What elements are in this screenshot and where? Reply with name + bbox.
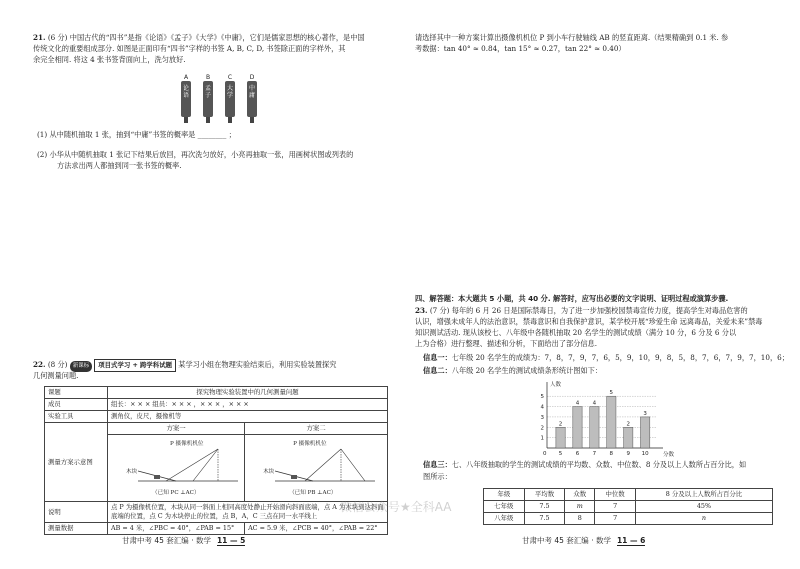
q21-number: 21. — [33, 33, 46, 42]
table-cell: 7 — [595, 501, 636, 513]
y-tick-label: 5 — [540, 394, 544, 401]
bookmark-figure — [181, 74, 271, 124]
bookmark-text: 论语 — [182, 85, 189, 99]
plan2-diagram — [245, 435, 388, 502]
bar-value-label: 2 — [626, 421, 630, 428]
table-cell: AC = 5.9 米，∠PCB = 40°，∠PAB = 22° — [245, 523, 388, 535]
q21-line2: 传统文化的重要组成部分. 如图是正面印有“四书”字样的书签 A, B, C, D, 书签除正面的字样外，其 — [33, 44, 346, 53]
block-label: 木块 — [126, 469, 138, 475]
bar-value-label: 3 — [643, 410, 647, 417]
plan1-diagram — [108, 435, 245, 502]
y-axis-label: 人数 — [550, 382, 562, 388]
table-cell: 说明 — [45, 502, 108, 523]
bar — [624, 427, 633, 448]
q23-info3-line2: 图所示： — [423, 472, 452, 481]
table-cell: 七年级 — [484, 501, 525, 513]
bar — [641, 417, 650, 448]
q23-line4: 上为合格）进行整理、描述和分析，下面给出了部分信息. — [415, 339, 597, 348]
question-type-tag: 项目式学习 + 跨学科试题 — [94, 359, 176, 372]
section-4-heading: 四、解答题：本大题共 5 小题，共 40 分. 解答时，应写出必要的文字说明、证明过程或演算步骤. — [415, 294, 729, 303]
table-header: 8 分及以上人数所占百分比 — [635, 489, 772, 501]
q21-part2-line2: 方法求出两人都抽到同一张书签的概率. — [57, 161, 182, 170]
table-cell: 测量方案示意图 — [45, 423, 108, 502]
table-cell: 7.5 — [524, 513, 565, 525]
x-tick-label: 5 — [558, 451, 563, 457]
table-row — [484, 513, 773, 525]
info3-label: 信息三： — [423, 460, 452, 469]
table-cell: 7 — [595, 513, 636, 525]
x-tick-label: 7 — [592, 451, 597, 457]
watermark: 微信公众号★全科AA — [340, 500, 452, 514]
new-curriculum-badge: 新课标 — [70, 361, 93, 372]
q23-line2: 认识，增强未成年人的法治意识，禁毒意识和自我保护意识，某学校开展“珍爱生命 远离毒品，关爱未来”禁毒 — [415, 317, 763, 326]
bookmark-text: 中庸 — [248, 85, 255, 99]
q23-number: 23. — [415, 306, 428, 315]
table-row — [45, 411, 388, 423]
table-cell: 方案二 — [245, 423, 388, 435]
bookmark-text: 孟子 — [204, 85, 211, 99]
info2-text: 八年级 20 名学生的测试成绩条形统计图如下： — [451, 366, 603, 375]
bookmark-text: 大学 — [226, 85, 233, 99]
plan2-condition: （已知 PB ⊥AC） — [289, 490, 337, 496]
table-header-row — [484, 489, 773, 501]
q23-text-1: (7 分) 每年的 6 月 26 日是国际禁毒日，为了进一步加强校园禁毒宣传力度，提高学生对毒品危害的 — [429, 306, 748, 315]
x-tick-label: 6 — [575, 451, 580, 457]
bar — [590, 407, 599, 448]
table-cell: AB = 4 米，∠PBC = 40°，∠PAB = 15° — [108, 523, 245, 535]
q21-part2-line1: (2) 小华从中随机抽取 1 张记下结果后放回，再次洗匀放好，小亮再抽取一张，用画树状图或列表的 — [37, 150, 354, 159]
table-cell: 组长：× × × 组员：× × × ，× × × ，× × × — [108, 399, 388, 411]
left-footer — [122, 535, 245, 546]
bar — [573, 407, 582, 448]
table-cell: 8 — [565, 513, 595, 525]
table-cell: 课题 — [45, 387, 108, 399]
table-cell: 45% — [635, 501, 772, 513]
table-cell: 八年级 — [484, 513, 525, 525]
table-row — [484, 501, 773, 513]
bar — [556, 427, 565, 448]
table-header: 平均数 — [524, 489, 565, 501]
table-cell: 探究物理实验装置中的几何测量问题 — [108, 387, 388, 399]
camera-label: P 摄像机机位 — [293, 441, 327, 447]
q22-intro: 某学习小组在物理实验结束后，利用实验装置探究 — [178, 360, 337, 369]
page-number: 11 — 6 — [616, 536, 646, 545]
y-tick-label: 3 — [540, 414, 544, 421]
q21-line3: 余完全相同. 将这 4 张书签背面向上，洗匀放好. — [33, 55, 186, 64]
table-header: 中位数 — [595, 489, 636, 501]
x-tick-label: 9 — [626, 451, 630, 457]
block-label: 木块 — [263, 469, 275, 475]
table-row — [45, 502, 388, 523]
statistics-table — [483, 488, 773, 525]
q22-line1 — [33, 359, 336, 372]
q21-part1: (1) 从中随机抽取 1 张，抽到“中庸”书签的概率是 ________ ； — [37, 130, 236, 139]
table-row — [45, 399, 388, 411]
table-cell: 实验工具 — [45, 411, 108, 423]
bar-value-label: 4 — [592, 400, 597, 407]
info3-text: 七、八年级抽取的学生的测试成绩的平均数、众数、中位数、8 分及以上人数所占百分比，如 — [451, 460, 747, 469]
table-row — [45, 523, 388, 535]
q23-info3 — [423, 460, 746, 471]
q21-line1 — [33, 33, 365, 44]
q23-line3: 知识测试活动. 现从该校七、八年级中各随机抽取 20 名学生的测试成绩（满分 10 分，6 分及 6 分以 — [415, 328, 737, 337]
table-row — [45, 387, 388, 399]
q22-line2: 几何测量问题. — [33, 371, 79, 380]
footer-title: 甘肃中考 45 套汇编 · 数学 — [522, 536, 611, 545]
right-footer — [522, 535, 645, 546]
score-bar-chart — [525, 380, 685, 458]
y-tick-label: 1 — [540, 435, 544, 442]
info2-label: 信息二： — [423, 366, 452, 375]
bookmark-b — [203, 74, 213, 117]
q21-text-1: (6 分) 中国古代的“四书”是指《论语》《孟子》《大学》《中庸》，它们是儒家思想的核心著作，是中国 — [47, 33, 365, 42]
table-cell: 方案一 — [108, 423, 245, 435]
bookmark-letter: A — [183, 74, 189, 81]
table-header: 年级 — [484, 489, 525, 501]
table-cell: 点 P 为摄像机位置，木块从同一斜面上相同高度处静止开始滑向斜面底端，点 A 为木块到达斜面底端的位置，点 C 为木块停止的位置，点 B，A，C 三点在同一水平线上 — [108, 502, 388, 523]
bookmark-a — [181, 74, 191, 117]
bar-value-label: 4 — [575, 400, 580, 407]
table-cell: n — [635, 513, 772, 525]
x-tick-label: 10 — [641, 451, 649, 457]
table-cell: m — [565, 501, 595, 513]
y-tick-label: 4 — [540, 404, 544, 411]
bookmark-letter: C — [227, 74, 233, 81]
bookmark-c — [225, 74, 235, 117]
q22-continued-2: 考数据：tan 40° ≈ 0.84，tan 15° ≈ 0.27，tan 22° ≈ 0.40） — [415, 44, 626, 53]
bar — [607, 396, 616, 448]
table-cell: 测量数据 — [45, 523, 108, 535]
page-number: 11 — 5 — [216, 536, 246, 545]
footer-title: 甘肃中考 45 套汇编 · 数学 — [122, 536, 211, 545]
table-row — [45, 423, 388, 435]
x-tick-label: 8 — [609, 451, 614, 457]
origin-label: 0 — [543, 451, 547, 457]
info1-label: 信息一： — [423, 353, 452, 362]
info1-text: 七年级 20 名学生的成绩为：7，8，7，9，7，6，5，9，10，9，8，5，8，7，6，7，9，7，10，6； — [451, 353, 789, 362]
x-axis-label: 分数 — [663, 452, 675, 458]
bookmark-letter: D — [249, 74, 255, 81]
experiment-table — [44, 386, 388, 535]
y-tick-label: 2 — [540, 425, 544, 432]
bookmark-d — [247, 74, 257, 117]
right-page — [400, 0, 800, 569]
bookmark-letter: B — [205, 74, 211, 81]
table-cell: 7.5 — [524, 501, 565, 513]
plan1-condition: （已知 PC ⊥AC） — [152, 490, 200, 496]
q22-score: (8 分) — [47, 360, 68, 369]
q23-info2 — [423, 366, 602, 377]
table-cell: 测角仪，皮尺，摄像机等 — [108, 411, 388, 423]
q23-info1 — [423, 353, 789, 364]
q22-continued-1: 请选择其中一种方案计算出摄像机机位 P 到小车行驶轴线 AB 的竖直距离.（结果精确到 0.1 米. 参 — [415, 33, 729, 42]
table-header: 众数 — [565, 489, 595, 501]
bar-value-label: 5 — [609, 390, 614, 397]
bar-value-label: 2 — [558, 421, 563, 428]
table-cell: 成员 — [45, 399, 108, 411]
camera-label: P 摄像机机位 — [170, 441, 204, 447]
q22-number: 22. — [33, 360, 46, 369]
q23-line1 — [415, 306, 748, 317]
